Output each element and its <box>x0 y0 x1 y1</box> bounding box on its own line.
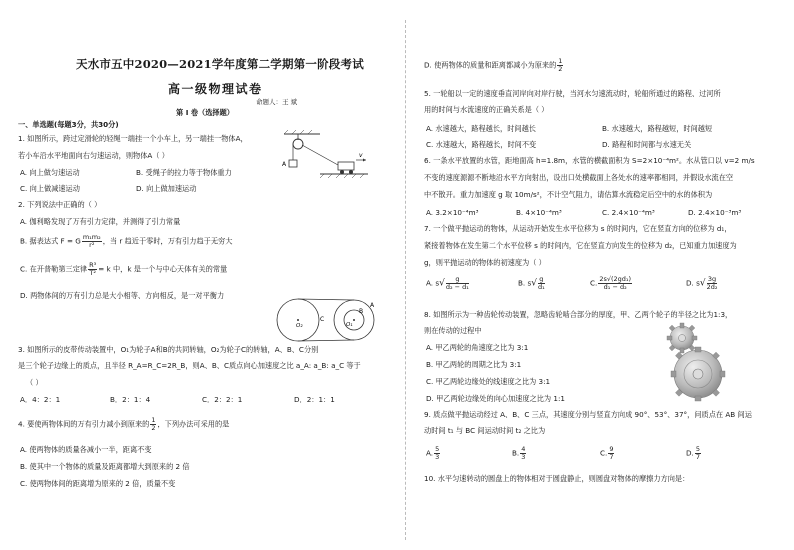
q8-option-a: A. 甲乙两轮的角速度之比为 3:1 <box>426 343 529 352</box>
school-title: 天水市五中2020—2021学年度第二学期第一阶段考试 <box>76 57 364 71</box>
svg-text:O₂: O₂ <box>296 323 303 329</box>
svg-text:B: B <box>359 308 364 315</box>
q10-stem: 10. 水平匀速转动的圆盘上的物体相对于圆盘静止，则圆盘对物体的摩擦力方向是： <box>424 474 690 483</box>
q6-option-b: B. 4×10⁻⁴m³ <box>516 208 562 217</box>
q4-option-d: D. 使两物体的质量和距离都减小为原来的 $\frac{1}{2}$ <box>424 57 563 73</box>
q3-option-d: D．2：1：1 <box>294 395 335 404</box>
svg-text:A: A <box>282 161 287 168</box>
q9-option-d: D. $\frac{5}{7}$ <box>686 445 700 461</box>
section-title: 第 I 卷（选择题） <box>176 108 234 117</box>
q1-stem-line2: 若小车沿水平地面向右匀速运动，则物体A（ ） <box>18 151 169 160</box>
q7-option-d: D. s√ $\frac{3g}{\text{2d₂}}$ <box>686 275 718 291</box>
q3-option-a: A．4：2：1 <box>20 395 61 404</box>
q9-option-b: B. $\frac{4}{3}$ <box>512 445 526 461</box>
q7-stem-line3: g，则平抛运动的物体的初速度为（ ） <box>424 258 546 267</box>
q6-option-c: C. 2.4×10⁻⁴m³ <box>602 208 655 217</box>
q7-option-a: A. s√ $\frac{g}{\text{d₂ − d₁}}$ <box>426 275 469 291</box>
q4-option-a: A. 使两物体的质量各减小一半，距离不变 <box>20 445 152 454</box>
block-a <box>289 160 297 167</box>
q2-option-c: C. 在开普勒第三定律 $\frac{\text{R³}}{\text{T²}}$ = k 中，k 是一个与中心天体有关的常量 <box>20 261 228 277</box>
column-divider <box>405 20 406 540</box>
exam-subtitle: 高一级物理试卷 <box>168 82 263 96</box>
cart <box>338 162 354 170</box>
q1-option-d: D. 向上做加速运动 <box>136 184 197 193</box>
q3-belt-figure <box>274 294 378 346</box>
q5-option-b: B. 水速越大，路程越短，时间越短 <box>602 124 713 133</box>
q1-option-a: A. 向上做匀速运动 <box>20 168 80 177</box>
q5-option-a: A. 水速越大，路程越长，时间越长 <box>426 124 536 133</box>
q7-stem-line2: 紧接着物体在发生第二个水平位移 s 的时间内，它在竖直方向发生的位移为 d₂，已知重力加速度为 <box>424 241 737 250</box>
q6-option-d: D. 2.4×10⁻³m³ <box>688 208 742 217</box>
q1-option-b: B. 受绳子的拉力等于物体重力 <box>136 168 232 177</box>
q8-stem-line2: 则在传动的过程中 <box>424 326 482 335</box>
svg-text:C: C <box>320 316 325 323</box>
q1-pulley-figure <box>280 130 370 182</box>
q3-stem-line3: （ ） <box>26 378 43 387</box>
svg-text:v: v <box>359 152 363 159</box>
q5-option-c: C. 水速越大，路程越长，时间不变 <box>426 140 537 149</box>
q7-stem-line1: 7. 一个做平抛运动的物体，从运动开始发生水平位移为 s 的时间内，它在竖直方向的位移为 d₁， <box>424 224 732 233</box>
q9-stem-line1: 9. 质点做平抛运动经过 A、B、C 三点，其速度分别与竖直方向成 90°、53°、37°，问质点在 AB 间运 <box>424 410 752 419</box>
pulley-icon <box>293 139 303 149</box>
q5-stem-line2: 用的时间与水流速度的正确关系是（ ） <box>424 105 549 114</box>
q2-option-d: D. 两物体间的万有引力总是大小相等、方向相反，是一对平衡力 <box>20 291 225 300</box>
q8-option-d: D. 甲乙两轮边缘处的向心加速度之比为 1:1 <box>426 394 565 403</box>
q4-option-c: C. 使两物体间的距离增为原来的 2 倍，质量不变 <box>20 479 176 488</box>
q6-stem-line2: 不变的速度源源不断地沿水平方向射出，设出口处横截面上各处水的速率都相同，并假设水流在空 <box>424 173 734 182</box>
svg-text:O₁: O₁ <box>346 322 353 328</box>
q3-option-c: C．2：2：1 <box>202 395 243 404</box>
svg-text:A: A <box>370 302 375 309</box>
q3-stem-line1: 3. 如图所示的皮带传动装置中，O₁为轮子A和B的共同转轴，O₂为轮子C的转轴，A、B、C分别 <box>18 345 319 354</box>
q7-option-c: C. $\frac{\text{2s√(2gd₁)}}{\text{d₁ − d₂}}$ <box>590 275 632 291</box>
q5-option-d: D. 路程和时间都与水速无关 <box>602 140 692 149</box>
q8-option-c: C. 甲乙两轮边缘处的线速度之比为 3:1 <box>426 377 551 386</box>
q1-stem-line1: 1. 如图所示，跨过定滑轮的轻绳一端挂一个小车上，另一端挂一物体A， <box>18 134 248 143</box>
large-gear-icon <box>671 347 725 401</box>
part1-heading: 一、单选题(每题3分，共30分) <box>18 120 119 129</box>
q3-option-b: B．2：1：4 <box>110 395 151 404</box>
q6-stem-line1: 6. 一条水平放置的水管，距地面高 h=1.8m，水管的横截面积为 S=2×10⁻⁴m²。水从管口以 v=2 m/s <box>424 156 755 165</box>
q5-stem-line1: 5. 一轮船以一定的速度垂直河岸向对岸行驶，当河水匀速流动时，轮船所通过的路程、过河所 <box>424 89 721 98</box>
q4-stem: 4. 要使两物体间的万有引力减小到原来的 $\frac{1}{2}$ ，下列办法可采用的是 <box>18 416 230 432</box>
q2-option-b: B. 据表达式 F = G $\frac{\text{m₁m₂}}{\text{r²}}$ ，当 r 趋近于零时，万有引力趋于无穷大 <box>20 233 233 249</box>
author: 命题人：王 斌 <box>256 98 298 106</box>
q2-stem: 2. 下列说法中正确的（ ） <box>18 200 102 209</box>
q3-stem-line2: 是三个轮子边缘上的质点，且半径 R_A=R_C=2R_B，则A、B、C质点向心加速度之比 a_A: a_B: a_C 等于 <box>18 361 361 370</box>
q8-option-b: B. 甲乙两轮的周期之比为 3:1 <box>426 360 522 369</box>
q9-option-c: C. $\frac{9}{7}$ <box>600 445 614 461</box>
small-gear-icon <box>667 323 697 353</box>
q9-stem-line2: 动时间 t₁ 与 BC 间运动时间 t₂ 之比为 <box>424 426 546 435</box>
q8-stem-line1: 8. 如图所示为一种齿轮传动装置，忽略齿轮啮合部分的厚度，甲、乙两个轮子的半径之比为1:3， <box>424 310 733 319</box>
q6-option-a: A. 3.2×10⁻⁴m³ <box>426 208 479 217</box>
q6-stem-line3: 中不散开。重力加速度 g 取 10m/s²，不计空气阻力，请估算水流稳定后空中的水的体积为 <box>424 190 713 199</box>
q2-option-a: A. 伽利略发现了万有引力定律，并测得了引力常量 <box>20 217 181 226</box>
q7-option-b: B. s√ $\frac{g}{\text{d₁}}$ <box>518 275 545 291</box>
q9-option-a: A. $\frac{5}{3}$ <box>426 445 440 461</box>
q4-option-b: B. 使其中一个物体的质量及距离都增大到原来的 2 倍 <box>20 462 190 471</box>
q8-gear-figure <box>662 322 730 402</box>
q1-option-c: C. 向上做减速运动 <box>20 184 80 193</box>
